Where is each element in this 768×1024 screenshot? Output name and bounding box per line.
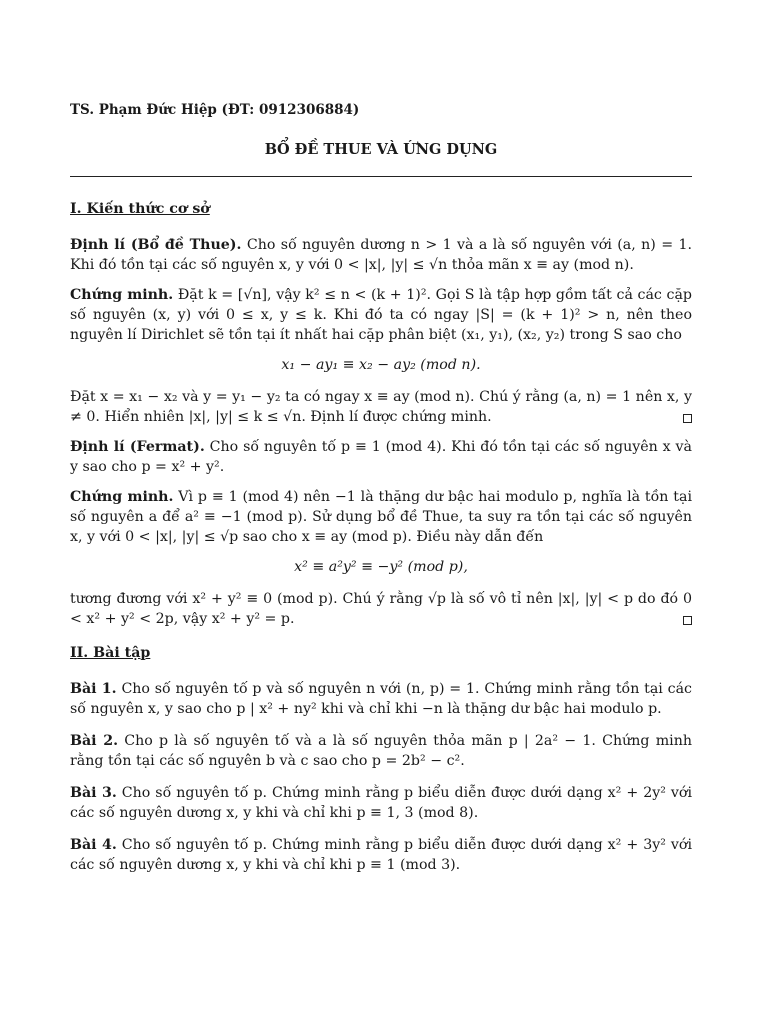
author-line: TS. Phạm Đức Hiệp (ĐT: 0912306884) [70,102,360,118]
thue-proof [70,285,692,345]
document-page [70,100,692,887]
exercise-text: Cho p là số nguyên tố và a là số nguyên thỏa mãn p | 2a² − 1. Chứng minh rằng tồn tại các số nguyên b và c sao cho p = 2b² − c². [70,733,692,769]
fermat-proof-conclusion-text: tương đương với x² + y² ≡ 0 (mod p). Chú ý rằng √p là số vô tỉ nên |x|, |y| < p do đó 0 < x² + y² < 2p, vậy x² + y² = p. [70,591,692,627]
thue-lemma-lead: Định lí (Bổ đề Thue). [70,237,242,253]
exercise-item [70,783,692,823]
exercise-lead: Bài 3. [70,785,117,801]
exercise-lead: Bài 4. [70,837,117,853]
title-divider [70,176,692,177]
fermat-proof-lead: Chứng minh. [70,489,174,505]
exercise-item [70,731,692,771]
section-heading-exercises: II. Bài tập [70,645,151,661]
fermat-theorem-lead: Định lí (Fermat). [70,439,205,455]
document-title: BỔ ĐỀ THUE VÀ ỨNG DỤNG [264,141,498,158]
qed-square-icon [683,616,692,625]
thue-proof-conclusion [70,387,692,427]
fermat-proof-equation: x² ≡ a²y² ≡ −y² (mod p), [294,559,468,575]
thue-lemma [70,235,692,275]
exercise-lead: Bài 2. [70,733,119,749]
exercise-text: Cho số nguyên tố p. Chứng minh rằng p biểu diễn được dưới dạng x² + 2y² với các số nguyên dương x, y khi và chỉ khi p ≡ 1, 3 (mod 8). [70,785,692,821]
fermat-proof [70,487,692,547]
exercise-item [70,679,692,719]
fermat-theorem [70,437,692,477]
thue-proof-equation: x₁ − ay₁ ≡ x₂ − ay₂ (mod n). [281,357,481,373]
section-heading-basics: I. Kiến thức cơ sở [70,201,210,217]
fermat-proof-text: Vì p ≡ 1 (mod 4) nên −1 là thặng dư bậc hai modulo p, nghĩa là tồn tại số nguyên a để a² ≡ −1 (mod p). Sử dụng bổ đề Thue, ta suy ra tồn tại các số nguyên x, y với 0 < |x|, |y| ≤ √p sao cho x ≡ ay (mod p). Điều này dẫn đến [70,489,692,545]
fermat-proof-conclusion [70,589,692,629]
thue-proof-lead: Chứng minh. [70,287,174,303]
exercise-text: Cho số nguyên tố p và số nguyên n với (n, p) = 1. Chứng minh rằng tồn tại các số nguyên x, y sao cho p | x² + ny² khi và chỉ khi −n là thặng dư bậc hai modulo p. [70,681,692,717]
exercise-lead: Bài 1. [70,681,117,697]
exercise-text: Cho số nguyên tố p. Chứng minh rằng p biểu diễn được dưới dạng x² + 3y² với các số nguyên dương x, y khi và chỉ khi p ≡ 1 (mod 3). [70,837,692,873]
thue-lemma-text: Cho số nguyên dương n > 1 và a là số nguyên với (a, n) = 1. Khi đó tồn tại các số nguyên x, y với 0 < |x|, |y| ≤ √n thỏa mãn x ≡ ay (mod n). [70,237,693,273]
exercise-item [70,835,692,875]
fermat-theorem-text: Cho số nguyên tố p ≡ 1 (mod 4). Khi đó tồn tại các số nguyên x và y sao cho p = x² + y². [70,439,693,475]
thue-proof-text: Đặt k = [√n], vậy k² ≤ n < (k + 1)². Gọi S là tập hợp gồm tất cả các cặp số nguyên (x, y) với 0 ≤ x, y ≤ k. Khi đó ta có ngay |S| = (k + 1)² > n, nên theo nguyên lí Dirichlet sẽ tồn tại ít nhất hai cặp phân biệt (x₁, y₁), (x₂, y₂) trong S sao cho [70,287,692,343]
thue-proof-conclusion-text: Đặt x = x₁ − x₂ và y = y₁ − y₂ ta có ngay x ≡ ay (mod n). Chú ý rằng (a, n) = 1 nên x, y ≠ 0. Hiển nhiên |x|, |y| ≤ k ≤ √n. Định lí được chứng minh. [70,389,692,425]
qed-square-icon [683,414,692,423]
